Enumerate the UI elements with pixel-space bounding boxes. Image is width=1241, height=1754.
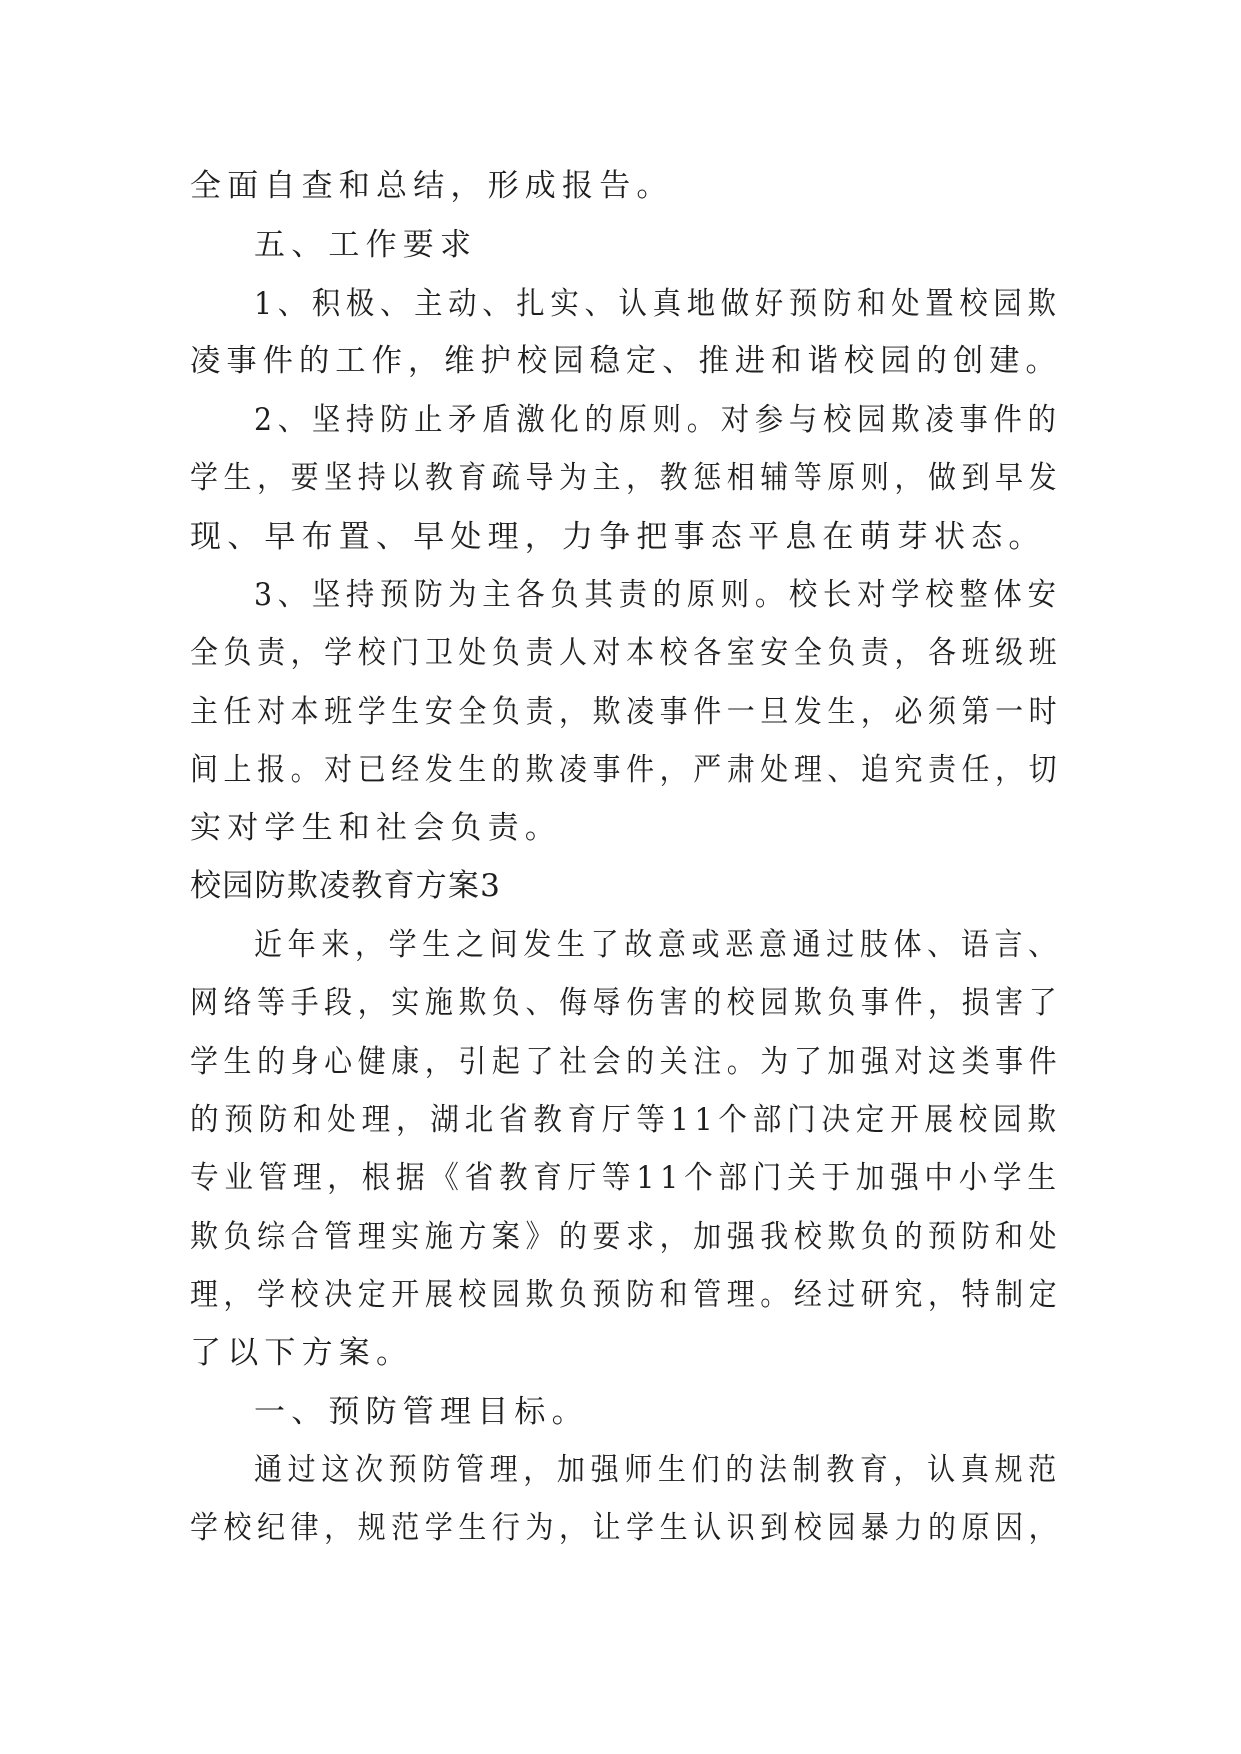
text-line: 实对学生和社会负责。 (190, 810, 562, 846)
text-line: 学校纪律，规范学生行为，让学生认识到校园暴力的原因， (190, 1510, 1063, 1546)
text-line: 学生的身心健康，引起了社会的关注。为了加强对这类事件 (190, 1044, 1063, 1080)
text-line: 学生，要坚持以教育疏导为主，教惩相辅等原则，做到早发 (190, 460, 1063, 496)
text-line: 1、积极、主动、扎实、认真地做好预防和处置校园欺 (254, 286, 1062, 322)
text-line: 网络等手段，实施欺负、侮辱伤害的校园欺负事件，损害了 (190, 985, 1063, 1021)
text-line: 全负责，学校门卫处负责人对本校各室安全负责，各班级班 (190, 635, 1063, 671)
text-line: 近年来，学生之间发生了故意或恶意通过肢体、语言、 (254, 927, 1062, 963)
text-line: 理，学校决定开展校园欺负预防和管理。经过研究，特制定 (190, 1277, 1063, 1313)
text-line: 3、坚持预防为主各负其责的原则。校长对学校整体安 (254, 577, 1062, 613)
section-title: 校园防欺凌教育方案3 (190, 868, 502, 904)
text-line: 全面自查和总结，形成报告。 (190, 168, 674, 204)
text-line: 专业管理，根据《省教育厅等11个部门关于加强中小学生 (190, 1160, 1062, 1196)
text-line: 了以下方案。 (190, 1335, 414, 1371)
text-line: 现、早布置、早处理，力争把事态平息在萌芽状态。 (190, 519, 1046, 555)
text-line: 通过这次预防管理，加强师生们的法制教育，认真规范 (254, 1452, 1062, 1488)
text-line: 的预防和处理，湖北省教育厅等11个部门决定开展校园欺 (190, 1102, 1062, 1138)
text-line: 2、坚持防止矛盾激化的原则。对参与校园欺凌事件的 (254, 402, 1062, 438)
section-heading: 一、预防管理目标。 (254, 1394, 589, 1430)
text-line: 凌事件的工作，维护校园稳定、推进和谐校园的创建。 (190, 343, 1062, 379)
text-line: 欺负综合管理实施方案》的要求，加强我校欺负的预防和处 (190, 1219, 1063, 1255)
text-line: 间上报。对已经发生的欺凌事件，严肃处理、追究责任，切 (190, 752, 1063, 788)
text-line: 主任对本班学生安全负责，欺凌事件一旦发生，必须第一时 (190, 694, 1063, 730)
section-heading: 五、工作要求 (254, 227, 478, 263)
